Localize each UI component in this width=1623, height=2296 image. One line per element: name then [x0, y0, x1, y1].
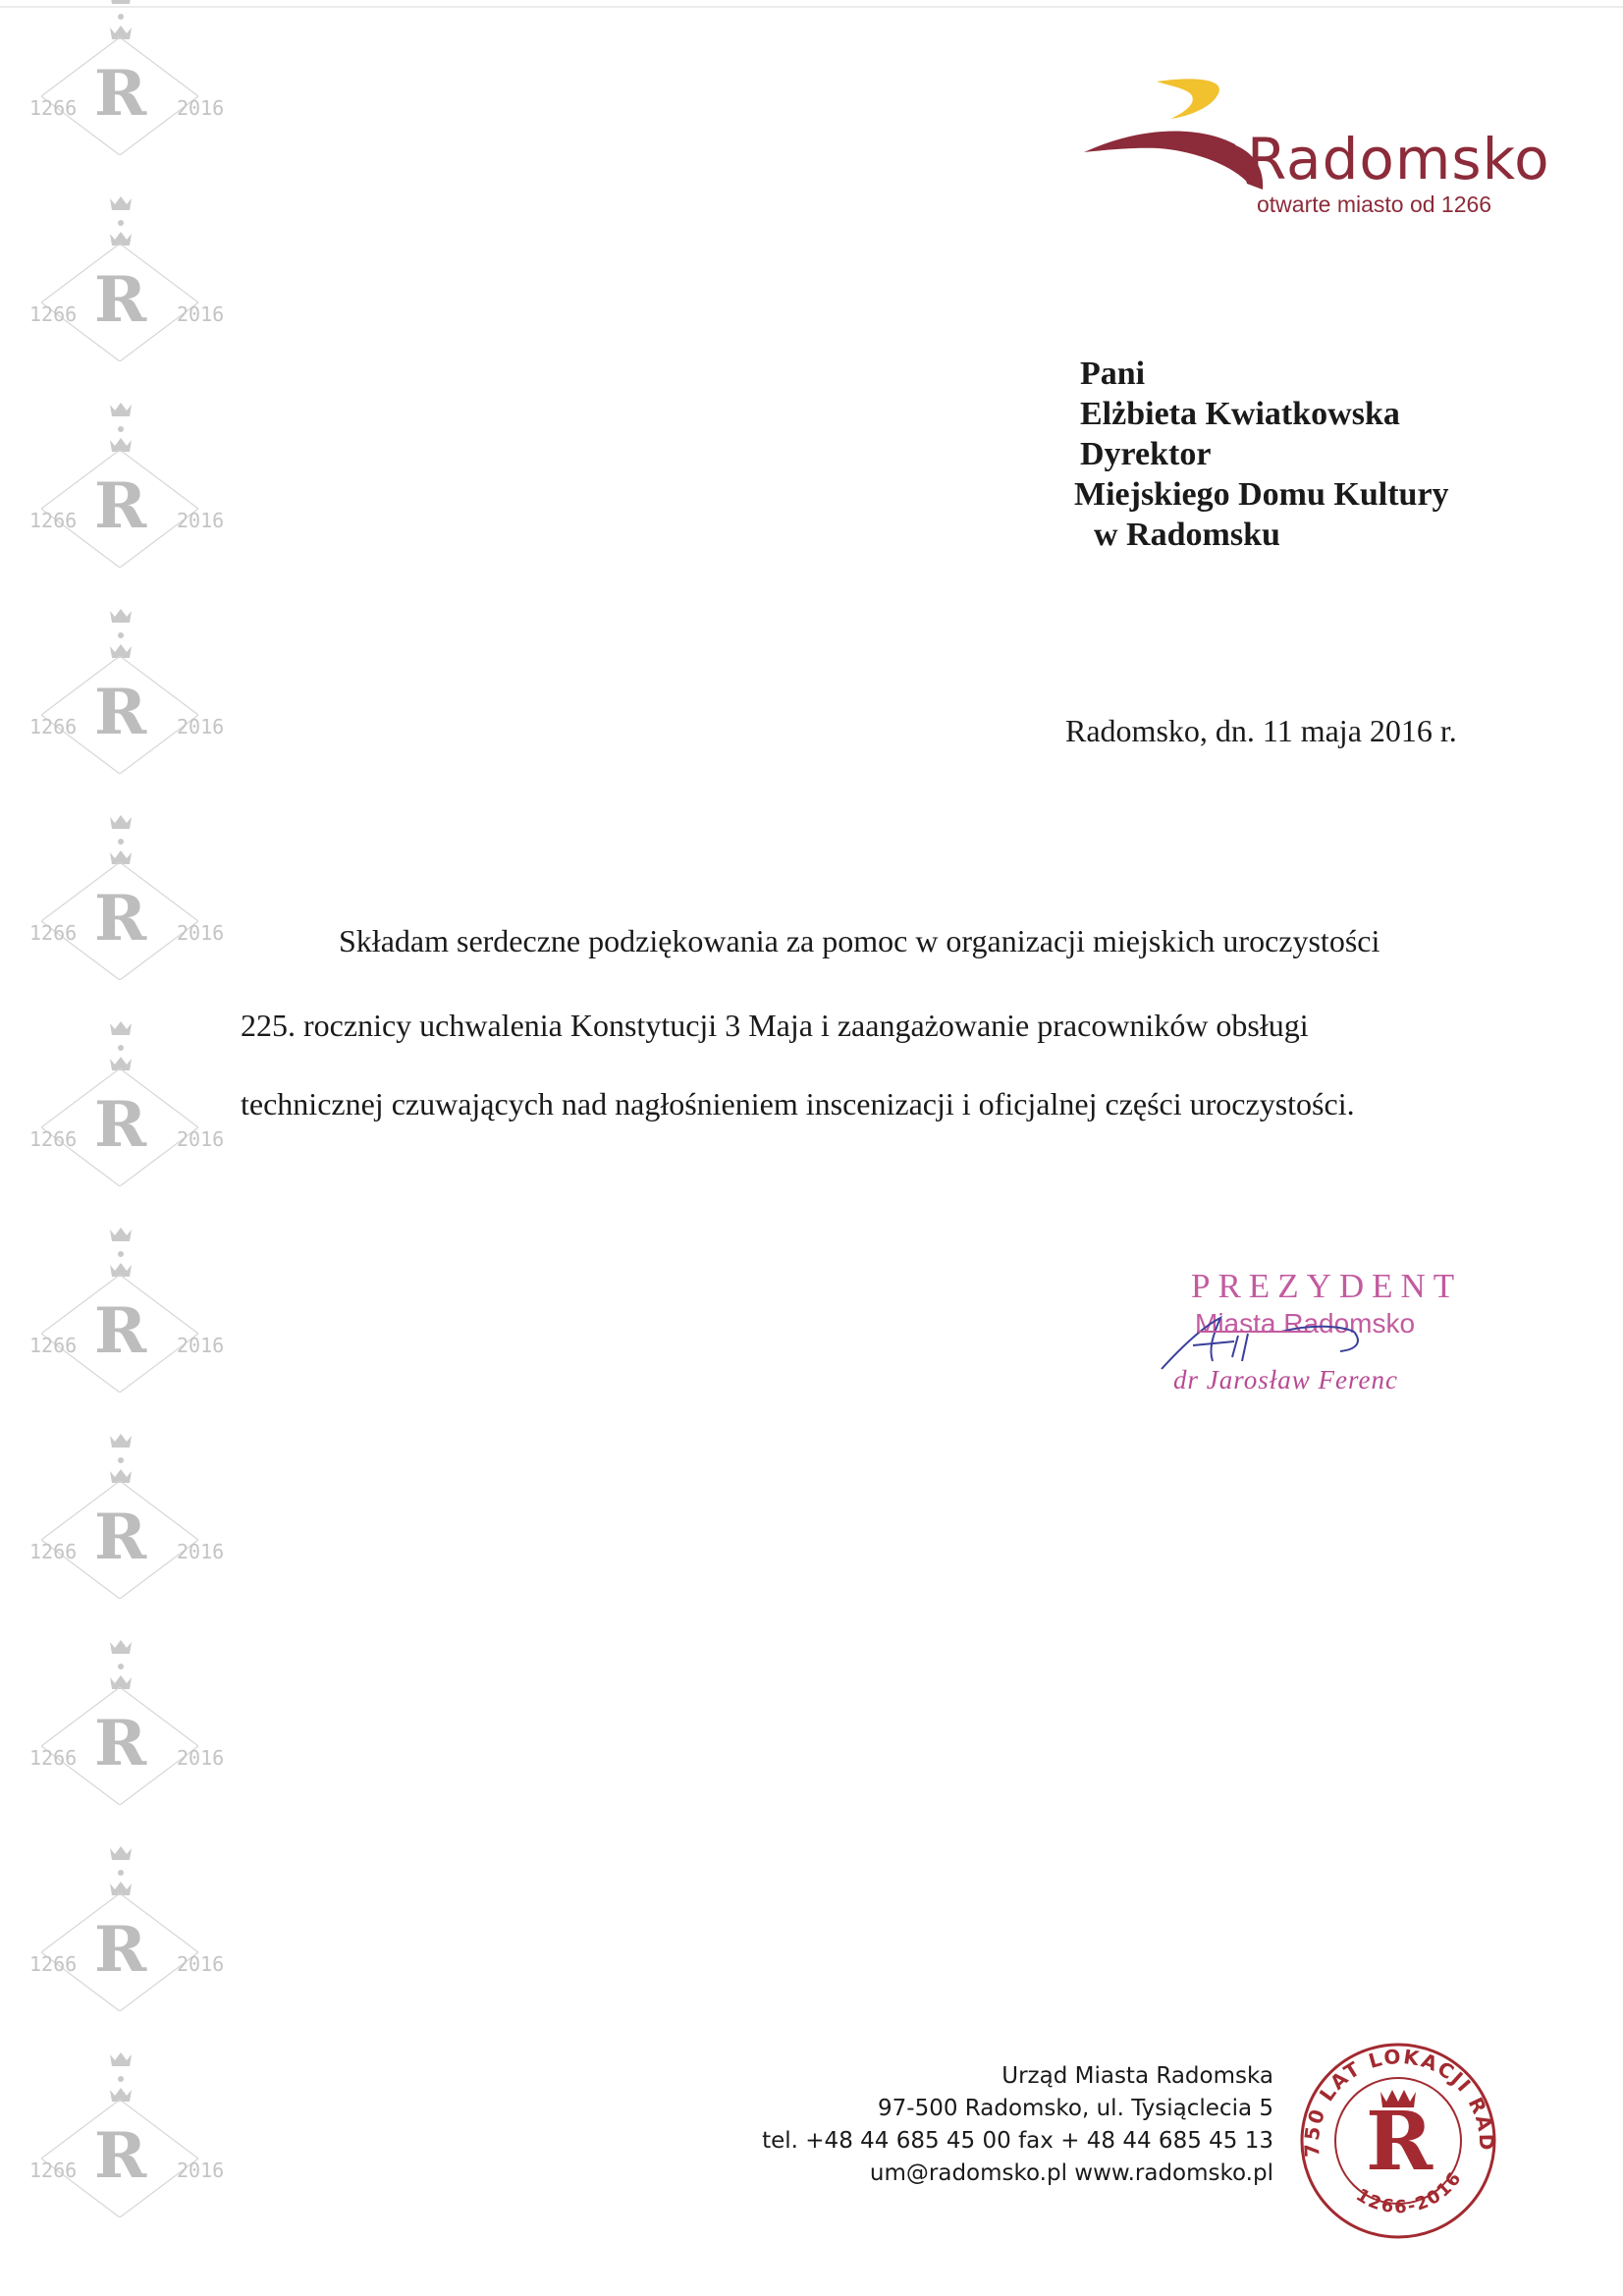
dot-icon — [118, 2076, 124, 2082]
footer-phone: tel. +48 44 685 45 00 fax + 48 44 685 45 13 — [762, 2128, 1273, 2154]
watermark-unit — [0, 1817, 236, 2023]
watermark-letter: R — [94, 1707, 147, 1780]
footer-web: um@radomsko.pl www.radomsko.pl — [869, 2160, 1273, 2186]
stamp-title: PREZYDENT — [1191, 1267, 1463, 1305]
dot-icon — [118, 14, 124, 20]
watermark-year-start: 1266 — [29, 302, 78, 326]
body-line: technicznej czuwających nad nagłośnieniem inscenizacji i oficjalnej części uroczystości. — [241, 1086, 1355, 1121]
crown-icon — [108, 1019, 134, 1037]
watermark-letter: R — [94, 57, 147, 131]
page-top-edge — [0, 6, 1623, 8]
crown-icon — [108, 1638, 134, 1656]
watermark-year-end: 2016 — [177, 1952, 225, 1976]
watermark-year-start: 1266 — [29, 1334, 78, 1357]
watermark-unit — [0, 167, 236, 373]
watermark-year-end: 2016 — [177, 1746, 225, 1770]
watermark-year-start: 1266 — [29, 1127, 78, 1151]
watermark-year-end: 2016 — [177, 302, 225, 326]
watermark-year-end: 2016 — [177, 715, 225, 738]
crown-icon — [108, 1844, 134, 1862]
watermark-letter: R — [94, 2119, 147, 2193]
watermark-strip — [0, 0, 236, 2296]
footer-address: 97-500 Radomsko, ul. Tysiąclecia 5 — [878, 2096, 1273, 2121]
stamp-office: Miasta Radomsko — [1195, 1308, 1416, 1339]
watermark-letter: R — [94, 676, 147, 749]
watermark-year-end: 2016 — [177, 1127, 225, 1151]
dot-icon — [118, 1045, 124, 1051]
crown-icon — [108, 401, 134, 418]
watermark-letter: R — [94, 1913, 147, 1987]
dot-icon — [118, 1457, 124, 1463]
watermark-unit — [0, 1198, 236, 1404]
watermark-unit — [0, 579, 236, 786]
watermark-year-start: 1266 — [29, 1746, 78, 1770]
watermark-year-end: 2016 — [177, 1334, 225, 1357]
logo-wordmark: Radomsko — [1247, 126, 1550, 192]
crown-icon — [108, 607, 134, 625]
watermark-year-start: 1266 — [29, 509, 78, 532]
watermark-year-start: 1266 — [29, 96, 78, 120]
watermark-year-end: 2016 — [177, 509, 225, 532]
watermark-letter: R — [94, 1294, 147, 1368]
watermark-year-end: 2016 — [177, 1540, 225, 1563]
stamp-name: dr Jarosław Ferenc — [1173, 1365, 1398, 1394]
radomsko-logo — [1080, 74, 1550, 231]
seal-letter: R — [1366, 2095, 1434, 2189]
watermark-unit — [0, 373, 236, 579]
watermark-unit — [0, 786, 236, 992]
watermark-unit — [0, 0, 236, 167]
addressee-line: w Radomsku — [1094, 517, 1280, 553]
watermark-letter: R — [94, 263, 147, 337]
watermark-unit — [0, 2023, 236, 2229]
watermark-unit — [0, 1404, 236, 1611]
watermark-unit — [0, 1611, 236, 1817]
president-stamp — [1144, 1267, 1468, 1424]
letter-date: Radomsko, dn. 11 maja 2016 r. — [1065, 713, 1457, 748]
crown-icon — [108, 1226, 134, 1243]
watermark-year-start: 1266 — [29, 921, 78, 945]
dot-icon — [118, 1870, 124, 1876]
addressee-line: Elżbieta Kwiatkowska — [1080, 396, 1400, 432]
dot-icon — [118, 839, 124, 845]
addressee-line: Miejskiego Domu Kultury — [1074, 476, 1449, 513]
watermark-year-end: 2016 — [177, 921, 225, 945]
footer-office: Urząd Miasta Radomska — [1001, 2063, 1273, 2089]
svg-text:1266-2016: 1266-2016 — [1352, 2166, 1467, 2218]
crown-icon — [108, 0, 134, 6]
watermark-letter: R — [94, 882, 147, 956]
watermark-letter: R — [94, 1088, 147, 1162]
watermark-year-start: 1266 — [29, 1540, 78, 1563]
watermark-year-start: 1266 — [29, 2159, 78, 2182]
watermark-year-start: 1266 — [29, 715, 78, 738]
watermark-year-end: 2016 — [177, 96, 225, 120]
dot-icon — [118, 220, 124, 226]
anniversary-seal — [1298, 2041, 1499, 2242]
crown-icon — [108, 194, 134, 212]
watermark-letter: R — [94, 469, 147, 543]
body-line: Składam serdeczne podziękowania za pomoc w organizacji miejskich uroczystości — [339, 923, 1380, 958]
body-line: 225. rocznicy uchwalenia Konstytucji 3 Maja i zaangażowanie pracowników obsługi — [241, 1008, 1309, 1043]
footer-contact — [762, 2060, 1273, 2190]
dot-icon — [118, 632, 124, 638]
addressee-block — [1074, 354, 1449, 555]
dot-icon — [118, 426, 124, 432]
logo-tagline: otwarte miasto od 1266 — [1257, 191, 1492, 217]
dot-icon — [118, 1664, 124, 1669]
svg-text:750 LAT LOKACJI RADOMSKA: 750 LAT LOKACJI RAD — [1299, 2044, 1499, 2159]
addressee-line: Dyrektor — [1080, 436, 1212, 472]
addressee-line: Pani — [1080, 355, 1146, 392]
watermark-letter: R — [94, 1501, 147, 1574]
crown-icon — [108, 2050, 134, 2068]
crown-icon — [108, 1432, 134, 1449]
watermark-year-start: 1266 — [29, 1952, 78, 1976]
watermark-unit — [0, 992, 236, 1198]
crown-icon — [108, 813, 134, 831]
watermark-year-end: 2016 — [177, 2159, 225, 2182]
dot-icon — [118, 1251, 124, 1257]
